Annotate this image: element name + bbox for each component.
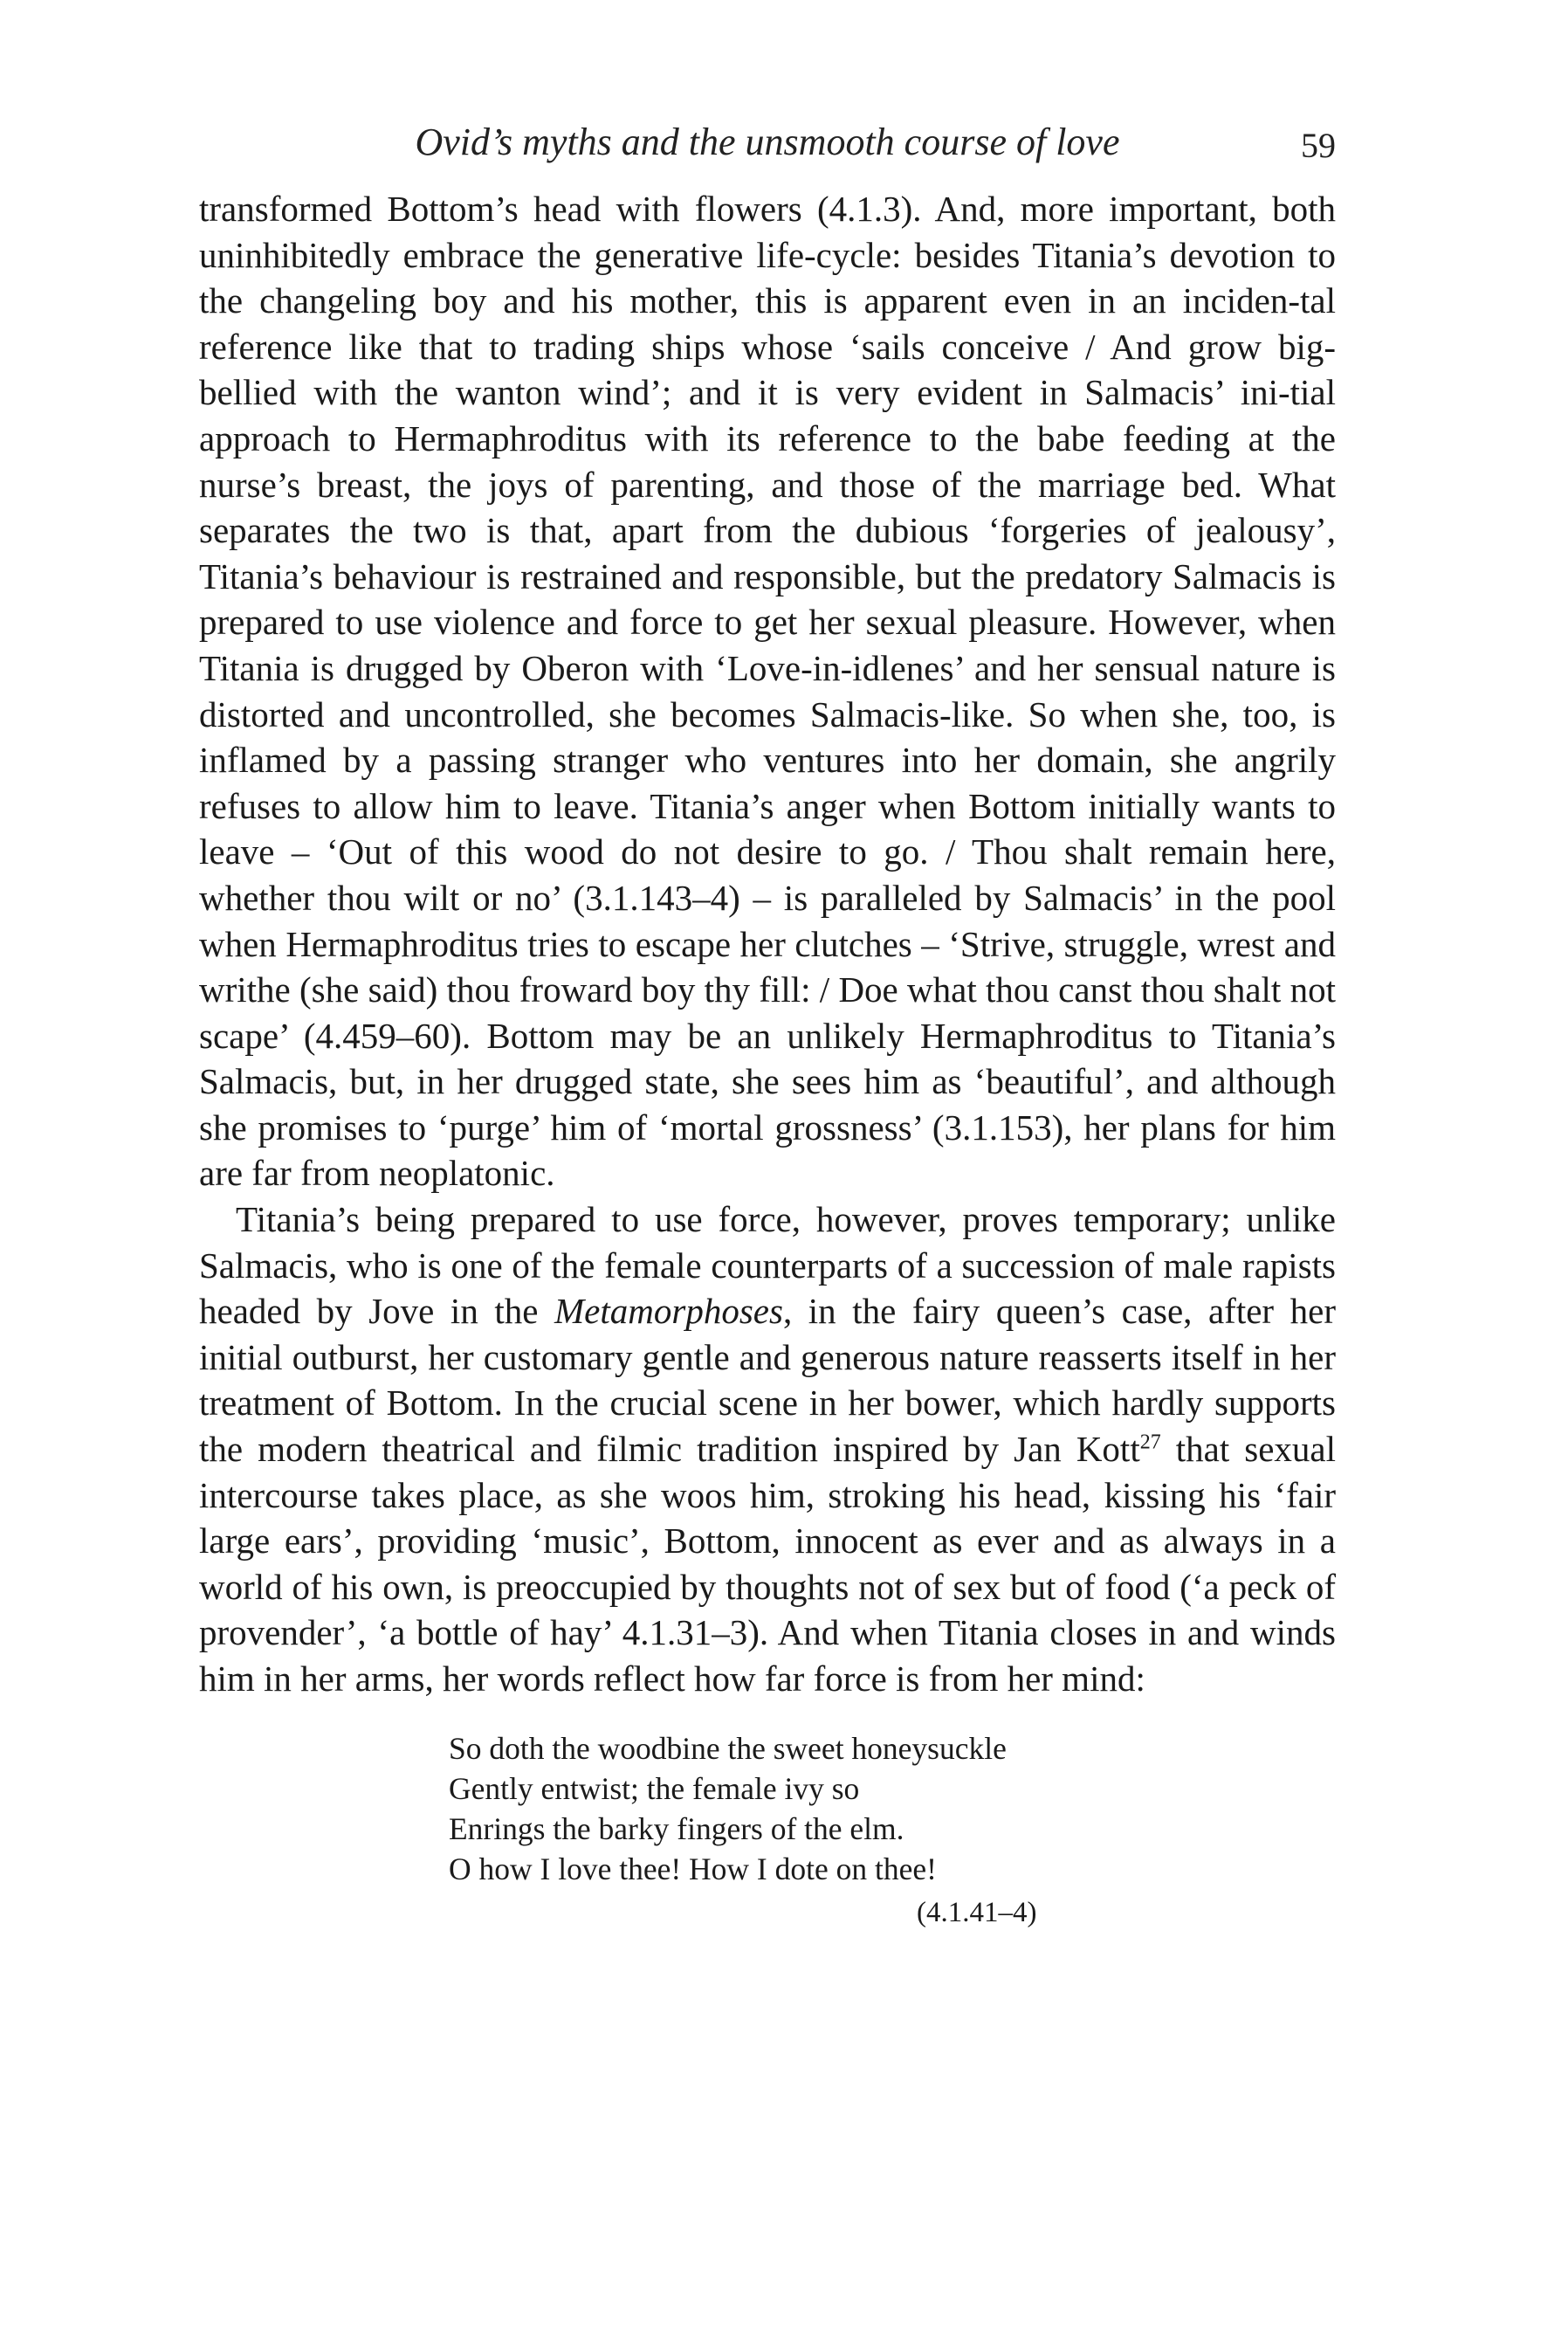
footnote-reference: 27 (1139, 1431, 1161, 1454)
paragraph-1: transformed Bottom’s head with flowers (4.1.3). And, more important, both uninhibitedly embrace the generative life-cycle: besides Titania’s devotion to the changeling boy and his mother, this is apparent even in an inciden-tal reference like that to trading ships whose ‘sails conceive / And grow big-bellied with the wanton wind’; and it is very evident in Salmacis’ ini-tial approach to Hermaphroditus with its reference to the babe feeding at the nurse’s breast, the joys of parenting, and those of the marriage bed. What separates the two is that, apart from the dubious ‘forgeries of jealousy’, Titania’s behaviour is restrained and responsible, but the predatory Salmacis is prepared to use violence and force to get her sexual pleasure. However, when Titania is drugged by Oberon with ‘Love-in-idlenes’ and her sensual nature is distorted and uncontrolled, she becomes Salmacis-like. So when she, too, is inflamed by a passing stranger who ventures into her domain, she angrily refuses to allow him to leave. Titania’s anger when Bottom initially wants to leave – ‘Out of this wood do not desire to go. / Thou shalt remain here, whether thou wilt or no’ (3.1.143–4) – is paralleled by Salmacis’ in the pool when Hermaphroditus tries to escape her clutches – ‘Strive, struggle, wrest and writhe (she said) thou froward boy thy fill: / Doe what thou canst thou shalt not scape’ (4.459–60). Bottom may be an unlikely Hermaphroditus to Titania’s Salmacis, but, in her drugged state, she sees him as ‘beautiful’, and although she promises to ‘purge’ him of ‘mortal grossness’ (3.1.153), her plans for him are far from neoplatonic. (199, 189, 1336, 1194)
verse-citation: (4.1.41–4) (917, 1896, 1037, 1928)
verse-line: So doth the woodbine the sweet honeysuckle (449, 1730, 1007, 1766)
body-text (199, 186, 1336, 1933)
paragraph-2-part-2: , in the fairy queen’s case, after her initial outburst, her customary gentle and generous nature reasserts itself in her treatment of Bottom. In the crucial scene in her bower, which hardly supports the modern theatrical and filmic tradition inspired by Jan Kott (199, 1291, 1336, 1470)
verse-quotation (449, 1728, 1336, 1933)
verse-line: Gently entwist; the female ivy so (449, 1770, 860, 1806)
paragraph-2-part-1: Titania’s being prepared to use force, however, proves temporary; unlike Salmacis, who is one of the female counterparts of a succession of male rapists headed by Jove in the (199, 1199, 1336, 1332)
page-number: 59 (1301, 126, 1336, 165)
paragraph-2 (199, 1196, 1336, 1702)
verse-line: O how I love thee! How I dote on thee! (449, 1851, 937, 1886)
running-head (199, 112, 1336, 173)
work-title-metamorphoses: Metamorphoses (554, 1291, 783, 1332)
paragraph-2-part-3: that sexual intercourse takes place, as she woos him, stroking his head, kissing his ‘fair large ears’, providing ‘music’, Bottom, innocent as ever and as always in a world of his own, is preoccupied by thoughts not of sex but of food (‘a peck of provender’, ‘a bottle of hay’ 4.1.31–3). And when Titania closes in and winds him in her arms, her words reflect how far force is from her mind: (199, 1429, 1336, 1699)
running-title: Ovid’s myths and the unsmooth course of love (415, 121, 1120, 163)
verse-line: Enrings the barky fingers of the elm. (449, 1810, 904, 1846)
